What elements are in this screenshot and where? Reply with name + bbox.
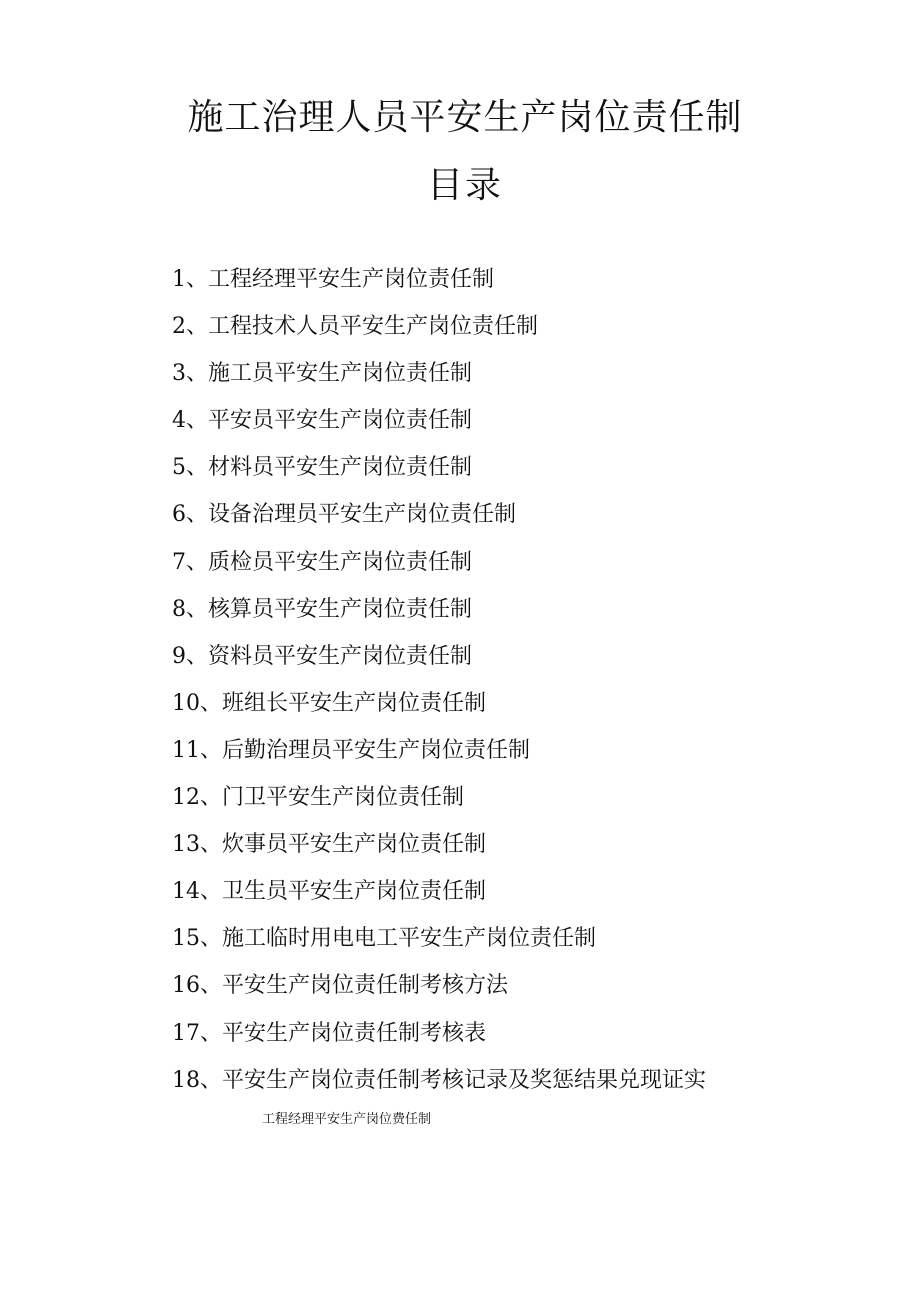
document-title: 施工治理人员平安生产岗位责任制	[187, 97, 743, 138]
toc-item-11[interactable]: 11、后勤治理员平安生产岗位责任制	[172, 737, 530, 763]
toc-item-13[interactable]: 13、炊事员平安生产岗位责任制	[172, 832, 486, 858]
toc-item-15[interactable]: 15、施工临时用电电工平安生产岗位责任制	[172, 926, 596, 952]
toc-item-17[interactable]: 17、平安生产岗位责任制考核表	[172, 1020, 486, 1046]
toc-item-14[interactable]: 14、卫生员平安生产岗位责任制	[172, 879, 486, 905]
toc-heading: 目录	[426, 165, 503, 206]
toc-item-1[interactable]: 1、工程经理平安生产岗位责任制	[172, 267, 494, 292]
table-of-contents	[172, 256, 706, 1104]
toc-item-12[interactable]: 12、门卫平安生产岗位责任制	[172, 785, 464, 811]
toc-item-10[interactable]: 10、班组长平安生产岗位责任制	[172, 690, 486, 716]
toc-item-6[interactable]: 6、设备治理员平安生产岗位责任制	[172, 502, 516, 528]
toc-item-4[interactable]: 4、平安员平安生产岗位责任制	[172, 408, 472, 434]
section-heading: 工程经理平安生产岗位费任制	[262, 1112, 432, 1127]
toc-item-7[interactable]: 7、质检员平安生产岗位责任制	[172, 549, 472, 575]
toc-item-18[interactable]: 18、平安生产岗位责任制考核记录及奖惩结果兑现证实	[172, 1067, 706, 1093]
toc-item-16[interactable]: 16、平安生产岗位责任制考核方法	[172, 973, 508, 999]
toc-item-3[interactable]: 3、施工员平安生产岗位责任制	[172, 361, 472, 387]
toc-item-8[interactable]: 8、核算员平安生产岗位责任制	[172, 596, 472, 622]
toc-item-2[interactable]: 2、工程技术人员平安生产岗位责任制	[172, 314, 538, 340]
toc-item-5[interactable]: 5、材料员平安生产岗位责任制	[172, 455, 472, 481]
toc-item-9[interactable]: 9、资料员平安生产岗位责任制	[172, 643, 472, 669]
